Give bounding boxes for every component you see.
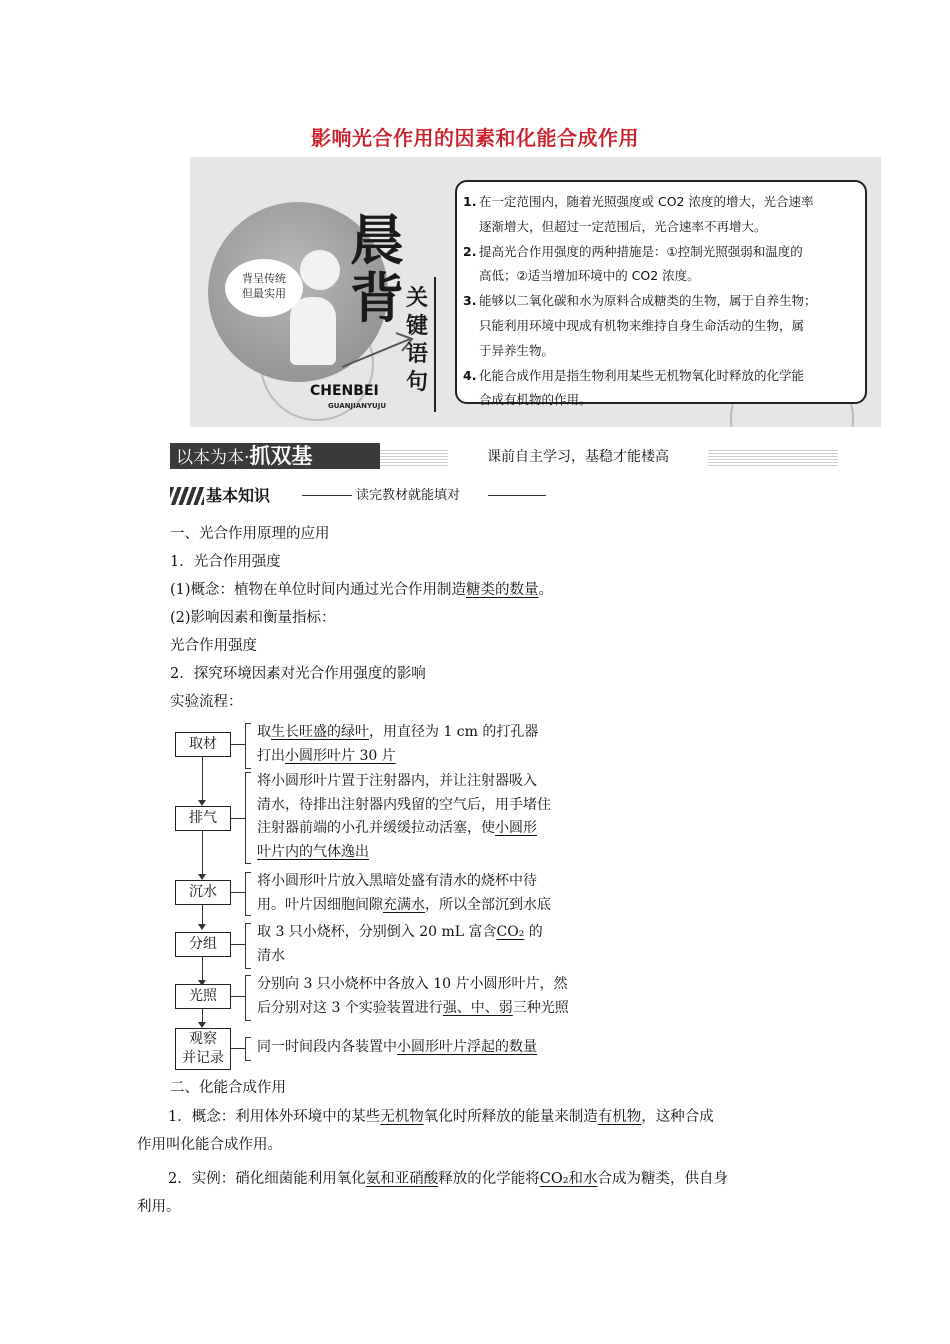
heading-part1: 一、光合作用原理的应用 [170, 526, 330, 542]
bracket [245, 1037, 251, 1061]
heading-1: 1．光合作用强度 [170, 554, 281, 570]
section-subtitle: 课前自主学习，基稳才能楼高 [448, 448, 708, 466]
bracket [245, 872, 251, 916]
guanjian-en: GUANJIANYUJU [328, 402, 387, 410]
flow-line [202, 756, 203, 804]
concept-line: (1)概念：植物在单位时间内通过光合作用制造糖类的数量。 [170, 582, 554, 598]
divider [434, 277, 436, 412]
note-1: 1. 在一定范围内，随着光照强度或 CO2 浓度的增大，光合速率 逐渐增大，但超过一定范围后，光合速率不再增大。 [463, 194, 814, 234]
person-icon-body [290, 297, 336, 365]
flow-line [202, 830, 203, 878]
key-points-box [455, 180, 867, 408]
flow-text-light: 分别向 3 只小烧杯中各放入 10 片小圆形叶片，然 后分别对这 3 个实验装置进行强、中、弱三种光照 [257, 976, 569, 1016]
chenbei-en: CHENBEI [310, 383, 379, 399]
chenbei-banner [190, 157, 881, 427]
flow-text-observe: 同一时间段内各装置中小圆形叶片浮起的数量 [257, 1039, 537, 1055]
flow-text-collect: 取生长旺盛的绿叶，用直径为 1 cm 的打孔器 打出小圆形叶片 30 片 [257, 724, 539, 764]
bracket [245, 975, 251, 1021]
key-phrase-label: 关键语句 [406, 286, 429, 395]
flow-step-collect: 取材 [175, 732, 231, 757]
flow-text-group: 取 3 只小烧杯，分别倒入 20 mL 富含CO₂ 的 清水 [257, 924, 543, 964]
connector [231, 944, 245, 945]
flow-step-light: 光照 [175, 984, 231, 1009]
heading-2: 2．探究环境因素对光合作用强度的影响 [170, 666, 426, 682]
flow-step-group: 分组 [175, 932, 231, 957]
chemosynthesis-text: 1．概念：利用体外环境中的某些无机物氧化时所释放的能量来制造有机物，这种合成 作用叫化能合成作用。 2．实例：硝化细菌能利用氧化氨和亚硝酸释放的化学能将CO₂和水合成为糖类，供自身 利用。 [137, 1109, 729, 1215]
connector [231, 1048, 245, 1049]
section-title: 以本为本·抓双基 [170, 443, 380, 469]
flow-text-vent: 将小圆形叶片置于注射器内，并让注射器吸入 清水，待排出注射器内残留的空气后，用手堵住 注射器前端的小孔并缓缓拉动活塞，使小圆形 叶片内的气体逸出 [257, 773, 551, 860]
strength-line: 光合作用强度 [170, 638, 257, 654]
flow-title: 实验流程： [170, 694, 243, 710]
bracket [245, 772, 251, 864]
arrow-down-icon [198, 924, 206, 930]
note-4: 4. 化能合成作用是指生物利用某些无机物氧化时释放的化学能 合成有机物的作用。 [463, 367, 805, 408]
connector [231, 996, 245, 997]
connector [231, 892, 245, 893]
person-icon [300, 250, 340, 290]
speech-bubble: 背呈传统 但最实用 [225, 259, 303, 317]
bracket [245, 723, 251, 769]
divider [488, 495, 546, 496]
heading-part2: 二、化能合成作用 [170, 1080, 286, 1096]
flow-text-sink: 将小圆形叶片放入黑暗处盛有清水的烧杯中待 用。叶片因细胞间隙充满水，所以全部沉到水底 [257, 873, 551, 913]
note-2: 2. 提高光合作用强度的两种措施是：①控制光照强弱和温度的 高低；②适当增加环境中的 CO2 浓度。 [463, 243, 803, 284]
flow-step-observe: 观察 并记录 [175, 1028, 231, 1070]
flow-step-vent: 排气 [175, 806, 231, 831]
divider [302, 495, 352, 496]
flow-step-sink: 沉水 [175, 880, 231, 905]
slash-icon [170, 487, 204, 505]
bracket [245, 923, 251, 969]
section-header [170, 443, 838, 469]
connector [231, 744, 245, 745]
chenbei-logo: 晨 背 [350, 209, 404, 330]
factors-line: (2)影响因素和衡量指标： [170, 610, 336, 626]
connector [231, 818, 245, 819]
page-title: 影响光合作用的因素和化能合成作用 [311, 126, 639, 150]
note-3: 3. 能够以二氧化碳和水为原料合成糖类的生物，属于自养生物； 只能利用环境中现成有机物来维持自身生命活动的生物，属 于异养生物。 [463, 293, 817, 358]
